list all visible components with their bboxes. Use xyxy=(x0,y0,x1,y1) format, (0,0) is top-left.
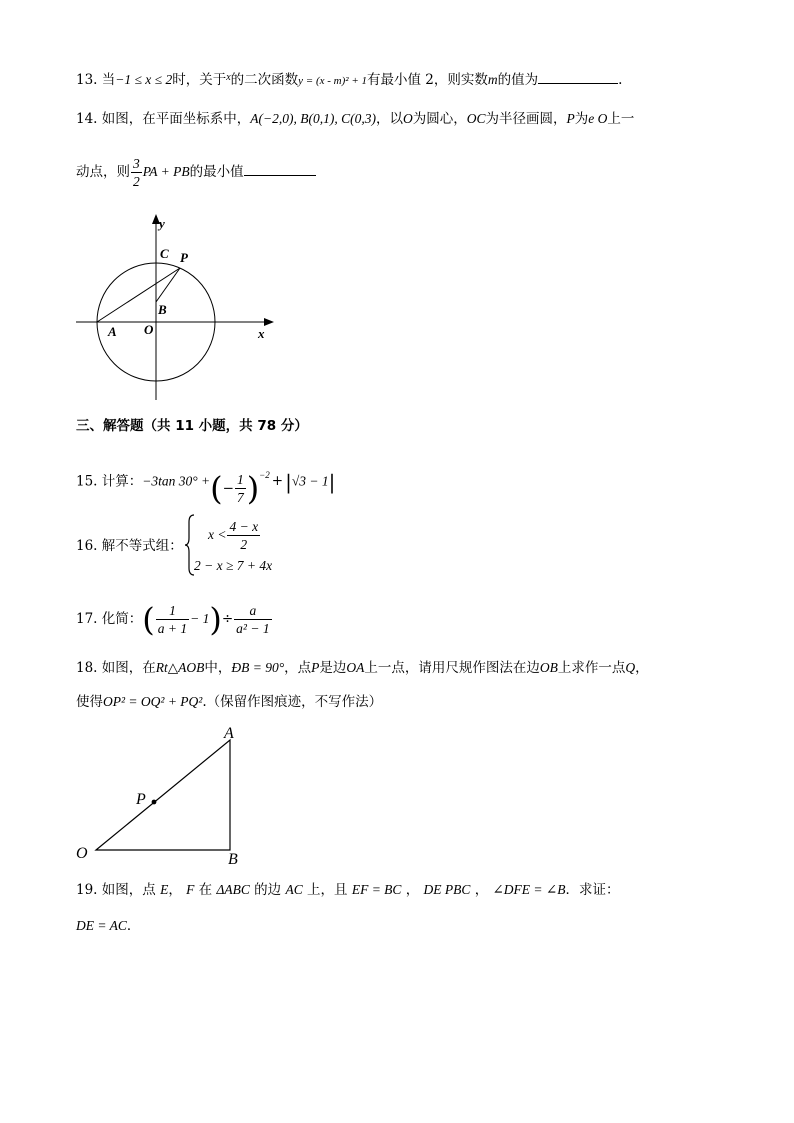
q15-absolute-value: | xyxy=(285,469,292,494)
question-13: 13. 当−1 ≤ x ≤ 2时，关于$^x$的二次函数y = (x - m)² + 1有最小值 2，则实数m的值为 . xyxy=(76,68,622,91)
question-14-line2: 动点，则 $\frac{3}{2}$ PA + PB的最小值 xyxy=(76,150,316,194)
question-18-line2: 使得OP² = OQ² + PQ².（保留作图痕迹，不写作法） xyxy=(76,694,383,710)
label-a: A xyxy=(224,725,234,742)
q14-answer-blank xyxy=(244,161,316,176)
question-17: 17. 化简：( $\frac{1}{a + 1}$ − 1)÷ $\frac{a}{\text{a² − 1}}$ xyxy=(76,600,270,639)
q14-fraction: $\frac{3}{2}$ xyxy=(133,156,140,189)
q14-expression: PA + PB xyxy=(142,164,190,179)
question-16-label: 16. 解不等式组： xyxy=(76,538,183,554)
point-p xyxy=(152,800,157,805)
label-p: P xyxy=(180,250,188,265)
label-p: P xyxy=(136,791,146,808)
q14-number: 14. xyxy=(76,111,98,127)
question-15: 15. 计算：−3tan 30° +(− $\frac{1}{7}$ )$^{-2}$ + |√3 − 1| xyxy=(76,452,335,512)
label-c: C xyxy=(160,246,169,261)
question-19-line1: 19. 如图，点 E， F 在 ΔABC 的边 AC 上，且 EF = BC ， DE PBC ， ∠DFE = ∠B．求证： xyxy=(76,882,620,898)
triangle-aob xyxy=(96,740,230,850)
q13-function: y = (x - m)² + 1 xyxy=(298,75,367,87)
label-b: B xyxy=(228,851,238,867)
figure-14-circle-diagram xyxy=(70,210,290,405)
q14-points: A(−2,0), B(0,1), C(0,3) xyxy=(250,111,376,126)
label-y: y xyxy=(159,216,165,231)
q13-condition: −1 ≤ x ≤ 2 xyxy=(115,72,173,87)
segment-pa xyxy=(97,268,180,322)
label-o: O xyxy=(144,322,154,337)
q18-equation: OP² = OQ² + PQ² xyxy=(103,694,203,709)
x-axis-arrow-icon xyxy=(264,318,274,326)
q13-answer-blank xyxy=(538,69,618,84)
section-3-heading: 三、解答题（共 11 小题，共 78 分） xyxy=(76,418,308,434)
label-x: x xyxy=(258,326,265,341)
figure-18-triangle xyxy=(70,722,260,867)
q16-row-2: 2 − x ≥ 7 + 4x xyxy=(194,558,273,573)
label-b: B xyxy=(158,302,167,317)
segment-pb xyxy=(156,268,180,302)
question-18-line1: 18. 如图，在Rt△AOB中，ÐB = 90°，点P是边OA上一点，请用尺规作图法在边OB上求作一点Q， xyxy=(76,660,649,676)
question-14-line1: 14. 如图，在平面坐标系中，A(−2,0), B(0,1), C(0,3)，以O为圆心，OC为半径画圆，P为e O上一 xyxy=(76,111,635,127)
question-19-line2: DE = AC． xyxy=(76,918,141,934)
q15-paren-group: (− $\frac{1}{7}$ )$^{-2}$ xyxy=(210,469,270,508)
q16-row-1: x < $\frac{4 - x}{2}$ xyxy=(208,519,259,553)
label-o: O xyxy=(76,845,88,862)
label-a: A xyxy=(108,324,117,339)
q13-number: 13. xyxy=(76,72,98,88)
